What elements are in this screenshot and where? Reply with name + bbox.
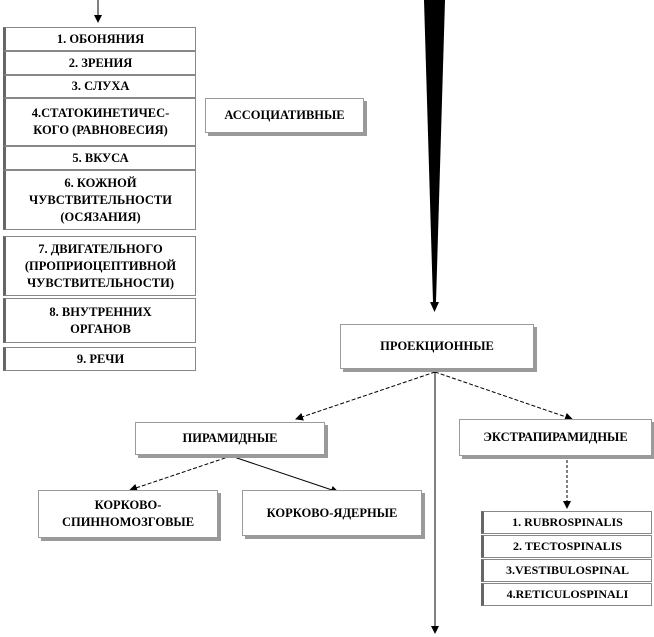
sense-item-vision: 2. ЗРЕНИЯ — [3, 51, 196, 75]
arrow-to-extrapyramidal — [435, 372, 572, 419]
arrow-to-pyramidal — [296, 372, 435, 419]
funnel-arrow — [424, 0, 445, 302]
sense-item-balance: 4.СТАТОКИНЕТИЧЕС- КОГО (РАВНОВЕСИЯ) — [3, 98, 196, 146]
associative-box: АССОЦИАТИВНЫЕ — [205, 98, 364, 133]
sense-item-speech: 9. РЕЧИ — [3, 347, 196, 371]
arrow-to-cortico-nuclear — [231, 456, 338, 492]
tract-item-rubrospinalis: 1. RUBROSPINALIS — [481, 511, 652, 534]
sense-item-motor: 7. ДВИГАТЕЛЬНОГО (ПРОПРИОЦЕПТИВНОЙ ЧУВСТВИТЕЛЬНОСТИ) — [3, 236, 196, 296]
projection-box: ПРОЕКЦИОННЫЕ — [340, 324, 534, 369]
sense-item-hearing: 3. СЛУХА — [3, 75, 196, 98]
cortico-nuclear-box: КОРКОВО-ЯДЕРНЫЕ — [242, 490, 422, 536]
extrapyramidal-box: ЭКСТРАПИРАМИДНЫЕ — [459, 419, 652, 456]
tract-item-tectospinalis: 2. TECTOSPINALIS — [481, 535, 652, 558]
arrow-to-cortico-spinal — [130, 456, 231, 490]
sense-item-smell: 1. ОБОНЯНИЯ — [3, 27, 196, 51]
tract-item-vestibulospinal: 3.VESTIBULOSPINAL — [481, 559, 652, 582]
sense-item-taste: 5. ВКУСА — [3, 146, 196, 170]
cortico-spinal-box: КОРКОВО- СПИННОМОЗГОВЫЕ — [38, 490, 218, 538]
sense-item-skin: 6. КОЖНОЙ ЧУВСТВИТЕЛЬНОСТИ (ОСЯЗАНИЯ) — [3, 170, 196, 230]
tract-item-reticulospinali: 4.RETICULOSPINALI — [481, 583, 652, 606]
funnel-arrowhead — [430, 302, 439, 312]
pyramidal-box: ПИРАМИДНЫЕ — [135, 422, 325, 455]
sense-item-internal-organs: 8. ВНУТРЕННИХ ОРГАНОВ — [3, 298, 196, 343]
